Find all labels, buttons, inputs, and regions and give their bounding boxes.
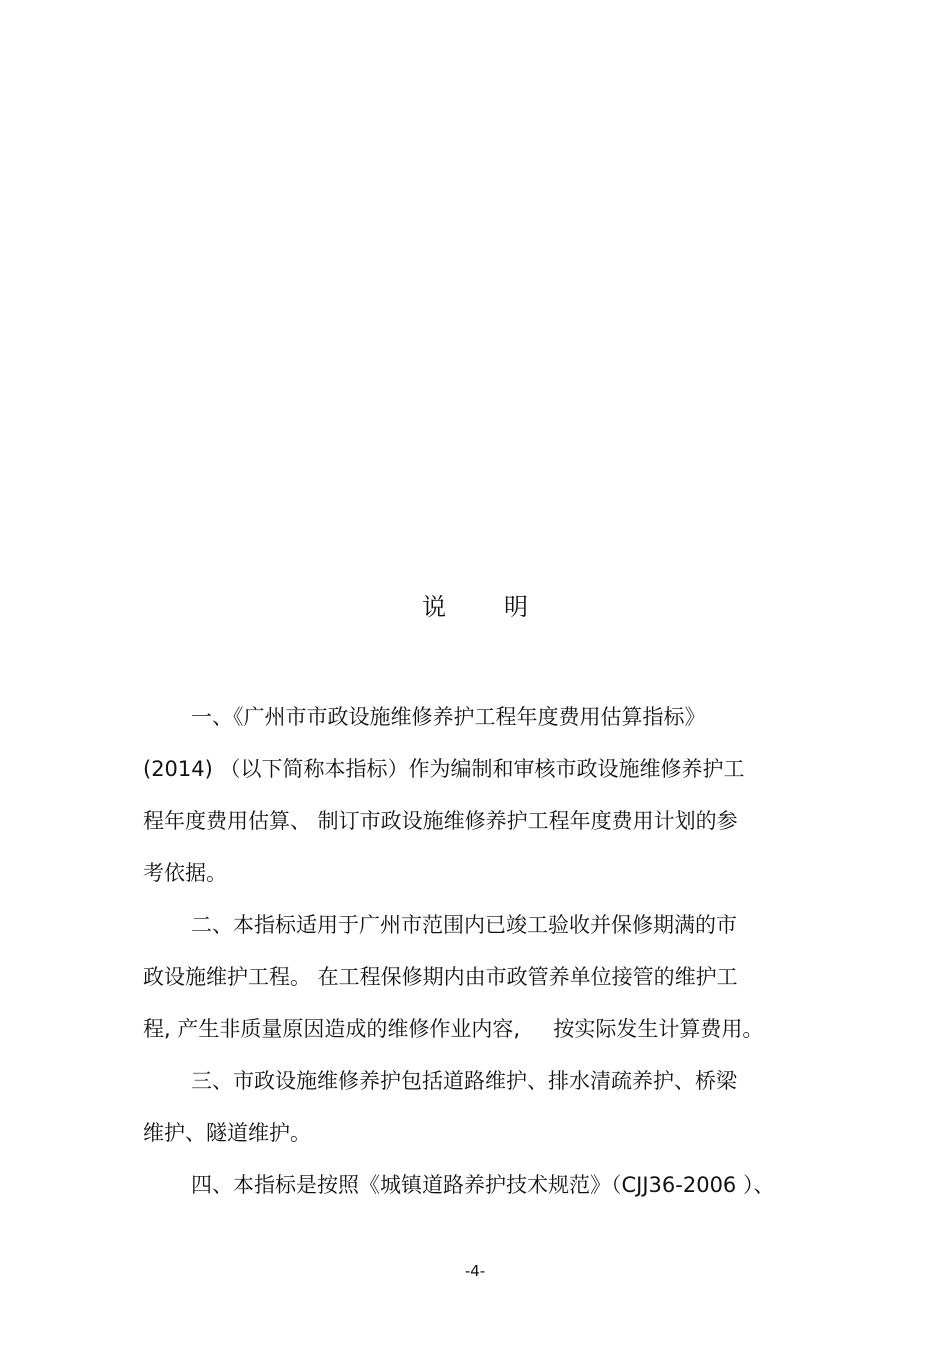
page-number: -4- [464, 1262, 486, 1280]
paragraph-4-line-1: 四、本指标是按照《城镇道路养护技术规范》（CJJ36-2006 ）、 [191, 1173, 775, 1197]
paragraph-3-line-1: 三、市政设施维修养护包括道路维护、排水清疏养护、桥梁 [191, 1069, 737, 1093]
body-text [143, 698, 823, 1218]
page-title: 说明 [422, 593, 586, 621]
paragraph-1-line-3: 程年度费用估算、 制订市政设施维修养护工程年度费用计划的参 [143, 809, 738, 833]
paragraph-3-line-2: 维护、隧道维护。 [143, 1121, 311, 1145]
paragraph-2-line-2: 政设施维护工程。 在工程保修期内由市政管养单位接管的维护工 [143, 965, 738, 989]
paragraph-1-line-1: 一、《广州市市政设施维修养护工程年度费用估算指标》 [191, 705, 706, 729]
paragraph-2-line-3: 程, 产生非质量原因造成的维修作业内容, 按实际发生计算费用。 [143, 1017, 764, 1041]
paragraph-1-line-2: (2014) （以下简称本指标）作为编制和审核市政设施维修养护工 [143, 757, 745, 781]
paragraph-1-line-4: 考依据。 [143, 861, 227, 885]
paragraph-2-line-1: 二、本指标适用于广州市范围内已竣工验收并保修期满的市 [191, 913, 737, 937]
